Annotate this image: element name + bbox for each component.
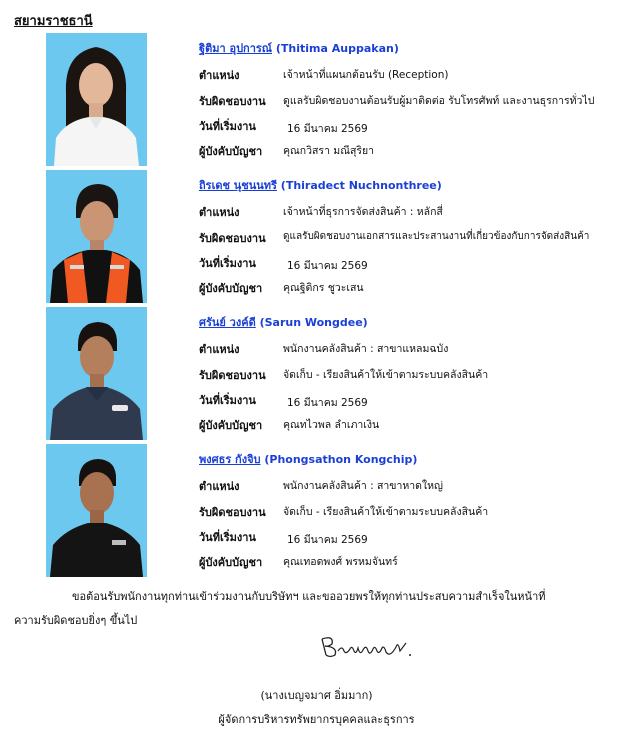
- signature-image: [300, 625, 430, 665]
- employee-name-en: (Thitima Auppakan): [275, 42, 399, 55]
- employee-name-en: (Thiradect Nuchnonthree): [280, 179, 442, 192]
- position-label: ตำแหน่ง: [199, 69, 240, 82]
- start-date-value: 16 มีนาคม 2569: [287, 123, 368, 135]
- supervisor-value: คุณกวิสรา มณีสุริยา: [283, 145, 375, 157]
- responsibility-label: รับผิดชอบงาน: [199, 369, 266, 382]
- start-date-value: 16 มีนาคม 2569: [287, 397, 368, 409]
- employee-name: [199, 313, 368, 331]
- employee-name: [199, 176, 442, 194]
- employee-card: [0, 170, 633, 304]
- employee-name: [199, 39, 399, 57]
- employee-card: [0, 307, 633, 441]
- responsibility-value: ดูแลรับผิดชอบงานต้อนรับผู้มาติดต่อ รับโทรศัพท์ และงานธุรการทั่วไป: [283, 95, 595, 107]
- employee-name: [199, 450, 417, 468]
- employee-photo: [46, 307, 147, 440]
- employee-name-en: (Sarun Wongdee): [259, 316, 368, 329]
- responsibility-label: รับผิดชอบงาน: [199, 506, 266, 519]
- section-title: สยามราชธานี: [14, 14, 93, 29]
- position-value: พนักงานคลังสินค้า : สาขาหาดใหญ่: [283, 480, 443, 492]
- supervisor-label: ผู้บังคับบัญชา: [199, 556, 263, 569]
- position-label: ตำแหน่ง: [199, 480, 240, 493]
- responsibility-value: ดูแลรับผิดชอบงานเอกสารและประสานงานที่เกี่ยวข้องกับการจัดส่งสินค้า: [283, 231, 590, 242]
- employee-photo: [46, 444, 147, 577]
- employee-photo: [46, 170, 147, 303]
- employee-card: [0, 33, 633, 167]
- responsibility-label: รับผิดชอบงาน: [199, 232, 266, 245]
- position-value: เจ้าหน้าที่แผนกต้อนรับ (Reception): [283, 69, 449, 81]
- closing-line-1: ขอต้อนรับพนักงานทุกท่านเข้าร่วมงานกับบริษัทฯ และขออวยพรให้ทุกท่านประสบความสำเร็จในหน้าที่: [72, 590, 546, 603]
- start-date-value: 16 มีนาคม 2569: [287, 260, 368, 272]
- start-date-value: 16 มีนาคม 2569: [287, 534, 368, 546]
- employee-name-th: ศรันย์ วงค์ดี: [199, 316, 256, 329]
- responsibility-label: รับผิดชอบงาน: [199, 95, 266, 108]
- position-value: พนักงานคลังสินค้า : สาขาแหลมฉบัง: [283, 343, 449, 355]
- signer-name: (นางเบญจมาศ อิ่มมาก): [260, 689, 373, 702]
- responsibility-value: จัดเก็บ - เรียงสินค้าให้เข้าตามระบบคลังสินค้า: [283, 506, 489, 518]
- supervisor-label: ผู้บังคับบัญชา: [199, 282, 263, 295]
- employee-photo: [46, 33, 147, 166]
- employee-name-th: ถิรเดช นุชนนทรี: [199, 179, 277, 192]
- start-date-label: วันที่เริ่มงาน: [199, 531, 256, 544]
- responsibility-value: จัดเก็บ - เรียงสินค้าให้เข้าตามระบบคลังสินค้า: [283, 369, 489, 381]
- supervisor-value: คุณทไวพล ลำเภาเงิน: [283, 419, 380, 431]
- start-date-label: วันที่เริ่มงาน: [199, 257, 256, 270]
- position-label: ตำแหน่ง: [199, 206, 240, 219]
- position-value: เจ้าหน้าที่ธุรการจัดส่งสินค้า : หลักสี่: [283, 206, 443, 218]
- start-date-label: วันที่เริ่มงาน: [199, 120, 256, 133]
- closing-line-2: ความรับผิดชอบยิ่งๆ ขึ้นไป: [14, 614, 138, 627]
- supervisor-value: คุณเทอดพงศ์ พรหมจันทร์: [283, 556, 398, 568]
- position-label: ตำแหน่ง: [199, 343, 240, 356]
- supervisor-label: ผู้บังคับบัญชา: [199, 145, 263, 158]
- supervisor-value: คุณฐิติกร ชูวะเสน: [283, 282, 364, 294]
- employee-name-th: ฐิติมา อุปการณ์: [199, 42, 273, 55]
- employee-card: [0, 444, 633, 578]
- supervisor-label: ผู้บังคับบัญชา: [199, 419, 263, 432]
- employee-name-en: (Phongsathon Kongchip): [264, 453, 418, 466]
- signer-title: ผู้จัดการบริหารทรัพยากรบุคคลและธุรการ: [218, 713, 415, 726]
- start-date-label: วันที่เริ่มงาน: [199, 394, 256, 407]
- employee-name-th: พงศธร กังจิบ: [199, 453, 261, 466]
